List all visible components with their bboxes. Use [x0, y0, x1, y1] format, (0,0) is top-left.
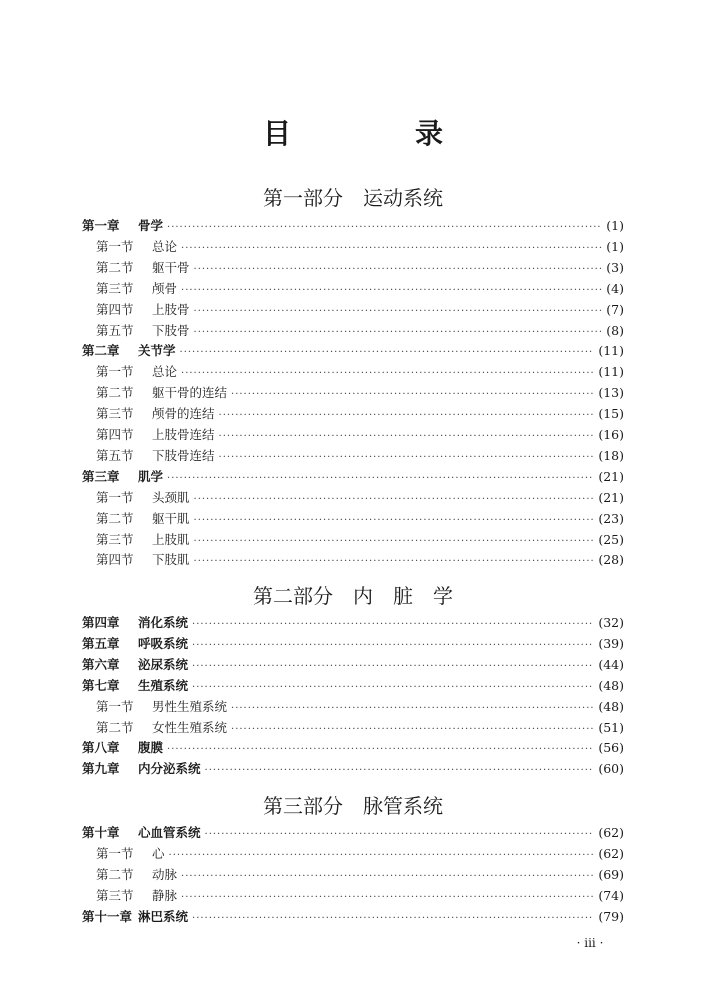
entry-page: (79)	[598, 908, 624, 924]
dot-leader	[180, 343, 595, 363]
dot-leader	[167, 469, 594, 489]
dot-leader	[167, 740, 594, 760]
toc-chapter-row	[82, 655, 624, 675]
entry-number: 第三章	[82, 468, 120, 484]
entry-number: 第五章	[82, 635, 120, 651]
entry-page: (44)	[598, 656, 624, 672]
entry-number: 第四节	[96, 552, 134, 568]
entry-number: 第一节	[96, 238, 134, 254]
entry-title: 上肢骨	[152, 301, 190, 317]
entry-title: 下肢骨连结	[152, 447, 215, 463]
toc-section-row	[82, 321, 624, 341]
entry-number: 第二节	[96, 719, 134, 735]
toc-section-row	[82, 530, 624, 550]
toc-chapter-row	[82, 613, 624, 633]
entry-page: (62)	[598, 845, 624, 861]
entry-number: 第十章	[82, 825, 120, 840]
entry-title: 生殖系统	[138, 677, 189, 693]
entry-title: 静脉	[152, 887, 178, 903]
dot-leader	[181, 239, 602, 259]
toc-chapter-row	[82, 467, 624, 487]
dot-leader	[205, 761, 595, 781]
entry-title: 头颈肌	[152, 489, 190, 505]
entry-number: 第十一章	[82, 908, 133, 924]
entry-title: 心	[152, 845, 165, 861]
toc-section-row	[82, 865, 624, 885]
entry-number: 第八章	[82, 740, 120, 756]
toc-section-row	[82, 886, 624, 906]
entry-page: (1)	[606, 238, 624, 254]
entry-number: 第二节	[96, 866, 134, 882]
entry-number: 第二节	[96, 510, 134, 526]
part-heading: 第一部分 运动系统	[263, 186, 443, 210]
toc-section-row	[82, 425, 624, 445]
dot-leader	[192, 657, 594, 677]
entry-page: (3)	[606, 259, 624, 275]
entry-title: 下肢肌	[152, 552, 190, 568]
entry-title: 躯干骨的连结	[152, 385, 228, 401]
entry-title: 动脉	[152, 866, 178, 882]
dot-leader	[181, 888, 594, 908]
entry-number: 第一节	[96, 489, 134, 505]
entry-title: 上肢骨连结	[152, 427, 215, 442]
page-number: · iii ·	[576, 936, 604, 950]
dot-leader	[192, 678, 594, 698]
toc-chapter-row	[82, 634, 624, 654]
dot-leader	[181, 364, 594, 384]
page-title: 目 录	[262, 117, 491, 150]
entry-number: 第四节	[96, 301, 134, 317]
dot-leader	[219, 427, 595, 447]
toc-section-row	[82, 550, 624, 570]
dot-leader	[181, 281, 602, 301]
entry-title: 呼吸系统	[138, 635, 189, 651]
entry-number: 第九章	[82, 761, 120, 777]
toc-chapter-row	[82, 823, 624, 843]
dot-leader	[231, 385, 594, 405]
entry-title: 肌学	[138, 468, 164, 484]
entry-page: (28)	[598, 552, 624, 568]
entry-page: (8)	[606, 322, 624, 338]
dot-leader	[205, 825, 595, 845]
dot-leader	[194, 532, 595, 552]
entry-page: (48)	[598, 677, 624, 693]
entry-page: (56)	[598, 740, 624, 756]
entry-title: 泌尿系统	[138, 656, 189, 672]
toc-chapter-row	[82, 738, 624, 758]
dot-leader	[194, 511, 595, 531]
entry-page: (18)	[598, 447, 624, 463]
entry-page: (39)	[598, 635, 624, 651]
entry-page: (15)	[598, 406, 624, 422]
entry-title: 上肢肌	[152, 531, 190, 547]
entry-title: 内分泌系统	[138, 761, 201, 777]
entry-number: 第一节	[96, 698, 134, 714]
toc-section-row	[82, 697, 624, 717]
toc-section-row	[82, 362, 624, 382]
dot-leader	[231, 699, 594, 719]
toc-section-row	[82, 279, 624, 299]
toc-section-row	[82, 509, 624, 529]
entry-page: (7)	[606, 301, 624, 317]
entry-page: (51)	[598, 719, 624, 735]
toc-chapter-row	[82, 341, 624, 361]
entry-page: (21)	[598, 489, 624, 505]
entry-number: 第二章	[82, 343, 120, 359]
entry-page: (32)	[598, 615, 624, 630]
dot-leader	[192, 909, 594, 929]
toc-section-row	[82, 446, 624, 466]
dot-leader	[219, 448, 595, 468]
toc-section-row	[82, 404, 624, 424]
entry-title: 总论	[152, 364, 178, 380]
dot-leader	[194, 260, 603, 280]
entry-title: 关节学	[138, 343, 176, 359]
entry-page: (1)	[606, 218, 624, 233]
entry-page: (11)	[598, 343, 624, 359]
dot-leader	[192, 636, 594, 656]
entry-number: 第一节	[96, 845, 134, 861]
entry-page: (48)	[598, 698, 624, 714]
toc-chapter-row	[82, 216, 624, 236]
dot-leader	[231, 720, 594, 740]
entry-number: 第三节	[96, 406, 134, 422]
entry-title: 淋巴系统	[138, 908, 189, 924]
entry-number: 第二节	[96, 385, 134, 401]
toc-section-row	[82, 488, 624, 508]
dot-leader	[192, 615, 594, 635]
entry-number: 第六章	[82, 656, 120, 672]
entry-title: 颅骨	[152, 280, 178, 296]
toc-chapter-row	[82, 676, 624, 696]
toc-section-row	[82, 844, 624, 864]
entry-page: (60)	[598, 761, 624, 777]
part-heading: 第三部分 脉管系统	[263, 794, 443, 818]
toc-section-row	[82, 718, 624, 738]
entry-number: 第五节	[96, 322, 134, 338]
entry-title: 消化系统	[138, 615, 189, 630]
entry-page: (21)	[598, 468, 624, 484]
entry-number: 第一节	[96, 364, 134, 380]
entry-page: (62)	[598, 825, 624, 840]
dot-leader	[167, 218, 602, 238]
entry-title: 心血管系统	[138, 825, 201, 840]
entry-number: 第一章	[82, 218, 120, 233]
dot-leader	[194, 490, 595, 510]
entry-number: 第四节	[96, 427, 134, 442]
entry-title: 颅骨的连结	[152, 406, 215, 422]
entry-page: (4)	[606, 280, 624, 296]
entry-title: 腹膜	[138, 740, 164, 756]
entry-page: (25)	[598, 531, 624, 547]
toc-section-row	[82, 237, 624, 257]
part-heading: 第二部分 内 脏 学	[253, 584, 453, 608]
dot-leader	[194, 302, 603, 322]
toc-section-row	[82, 258, 624, 278]
entry-page: (74)	[598, 887, 624, 903]
entry-page: (16)	[598, 427, 624, 442]
entry-number: 第三节	[96, 280, 134, 296]
toc-section-row	[82, 383, 624, 403]
dot-leader	[194, 323, 603, 343]
entry-title: 下肢骨	[152, 322, 190, 338]
toc-section-row	[82, 300, 624, 320]
entry-title: 躯干骨	[152, 259, 190, 275]
entry-number: 第五节	[96, 447, 134, 463]
entry-title: 躯干肌	[152, 510, 190, 526]
dot-leader	[169, 846, 595, 866]
dot-leader	[194, 552, 595, 572]
entry-title: 骨学	[138, 218, 164, 233]
entry-page: (69)	[598, 866, 624, 882]
entry-title: 男性生殖系统	[152, 698, 228, 714]
entry-page: (23)	[598, 510, 624, 526]
entry-title: 总论	[152, 238, 178, 254]
entry-title: 女性生殖系统	[152, 719, 228, 735]
entry-number: 第三节	[96, 887, 134, 903]
entry-number: 第二节	[96, 259, 134, 275]
entry-page: (11)	[598, 364, 624, 380]
toc-chapter-row	[82, 907, 624, 927]
dot-leader	[181, 867, 594, 887]
toc-chapter-row	[82, 759, 624, 779]
entry-page: (13)	[598, 385, 624, 401]
dot-leader	[219, 406, 595, 426]
entry-number: 第三节	[96, 531, 134, 547]
entry-number: 第四章	[82, 615, 120, 630]
entry-number: 第七章	[82, 677, 120, 693]
